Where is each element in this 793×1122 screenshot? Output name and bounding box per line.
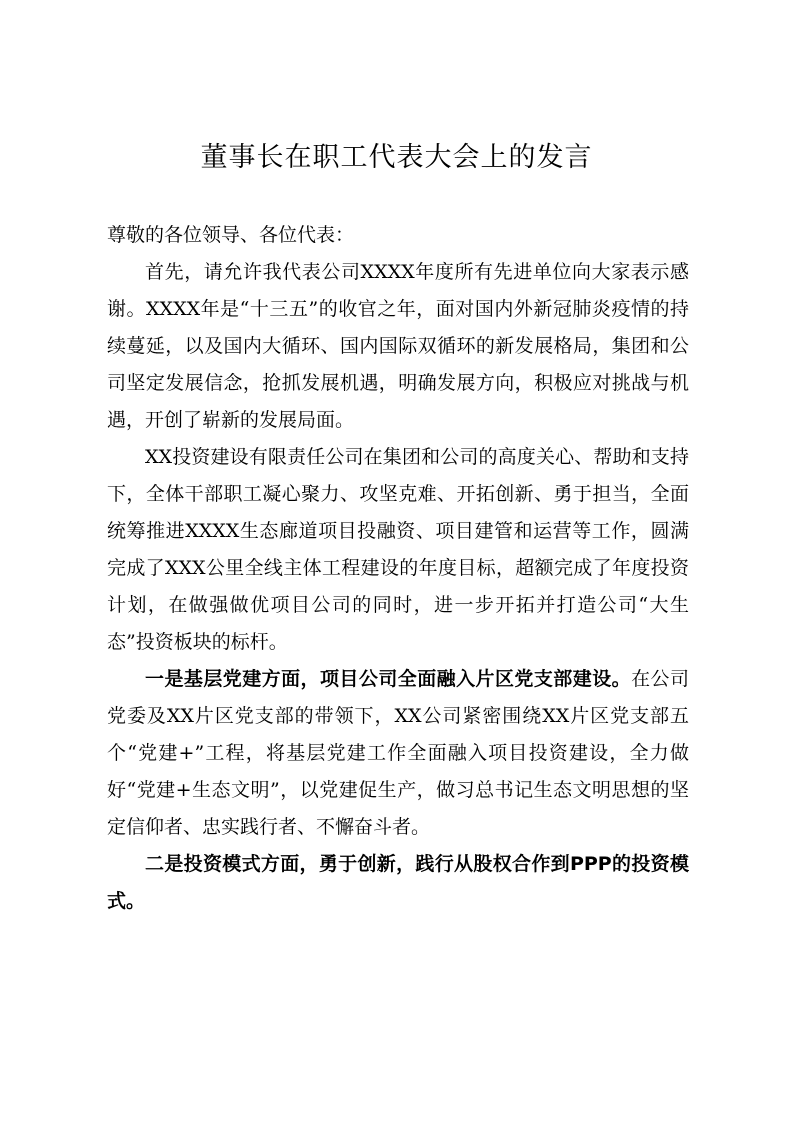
document-title: 董事长在职工代表大会上的发言 <box>200 142 593 173</box>
paragraph-company: XX投资建设有限责任公司在集团和公司的高度关心、帮助和支持下，全体干部职工凝心聚力、攻坚克难、开拓创新、勇于担当，全面统筹推进XXXX生态廊道项目投融资、项目建管和运营等工作，圆满完成了XXX公里全线主体工程建设的年度目标，超额完成了年度投资计划，在做强做优项目公司的同时，进一步开拓并打造公司“大生态”投资板块的标杆。 <box>107 446 689 653</box>
point-1-text: 在公司党委及XX片区党支部的带领下，XX公司紧密围绕XX片区党支部五个“党建+”工程，将基层党建工作全面融入项目投资建设，全力做好“党建+生态文明”，以党建促生产，做习总书记生态文明思想的坚定信仰者、忠实践行者、不懈奋斗者。 <box>107 668 689 838</box>
paragraph-point-2 <box>107 846 689 920</box>
paragraph-point-1 <box>107 661 689 846</box>
document-body <box>107 217 689 920</box>
salutation: 尊敬的各位领导、各位代表： <box>107 224 355 246</box>
point-1-heading: 一是基层党建方面，项目公司全面融入片区党支部建设。 <box>145 668 632 690</box>
paragraph-intro: 首先，请允许我代表公司XXXX年度所有先进单位向大家表示感谢。XXXX年是“十三五”的收官之年，面对国内外新冠肺炎疫情的持续蔓延，以及国内大循环、国内国际双循环的新发展格局，集团和公司坚定发展信念，抢抓发展机遇，明确发展方向，积极应对挑战与机遇，开创了崭新的发展局面。 <box>107 261 689 431</box>
point-2-heading: 二是投资模式方面，勇于创新，践行从股权合作到PPP的投资模式。 <box>107 853 689 912</box>
